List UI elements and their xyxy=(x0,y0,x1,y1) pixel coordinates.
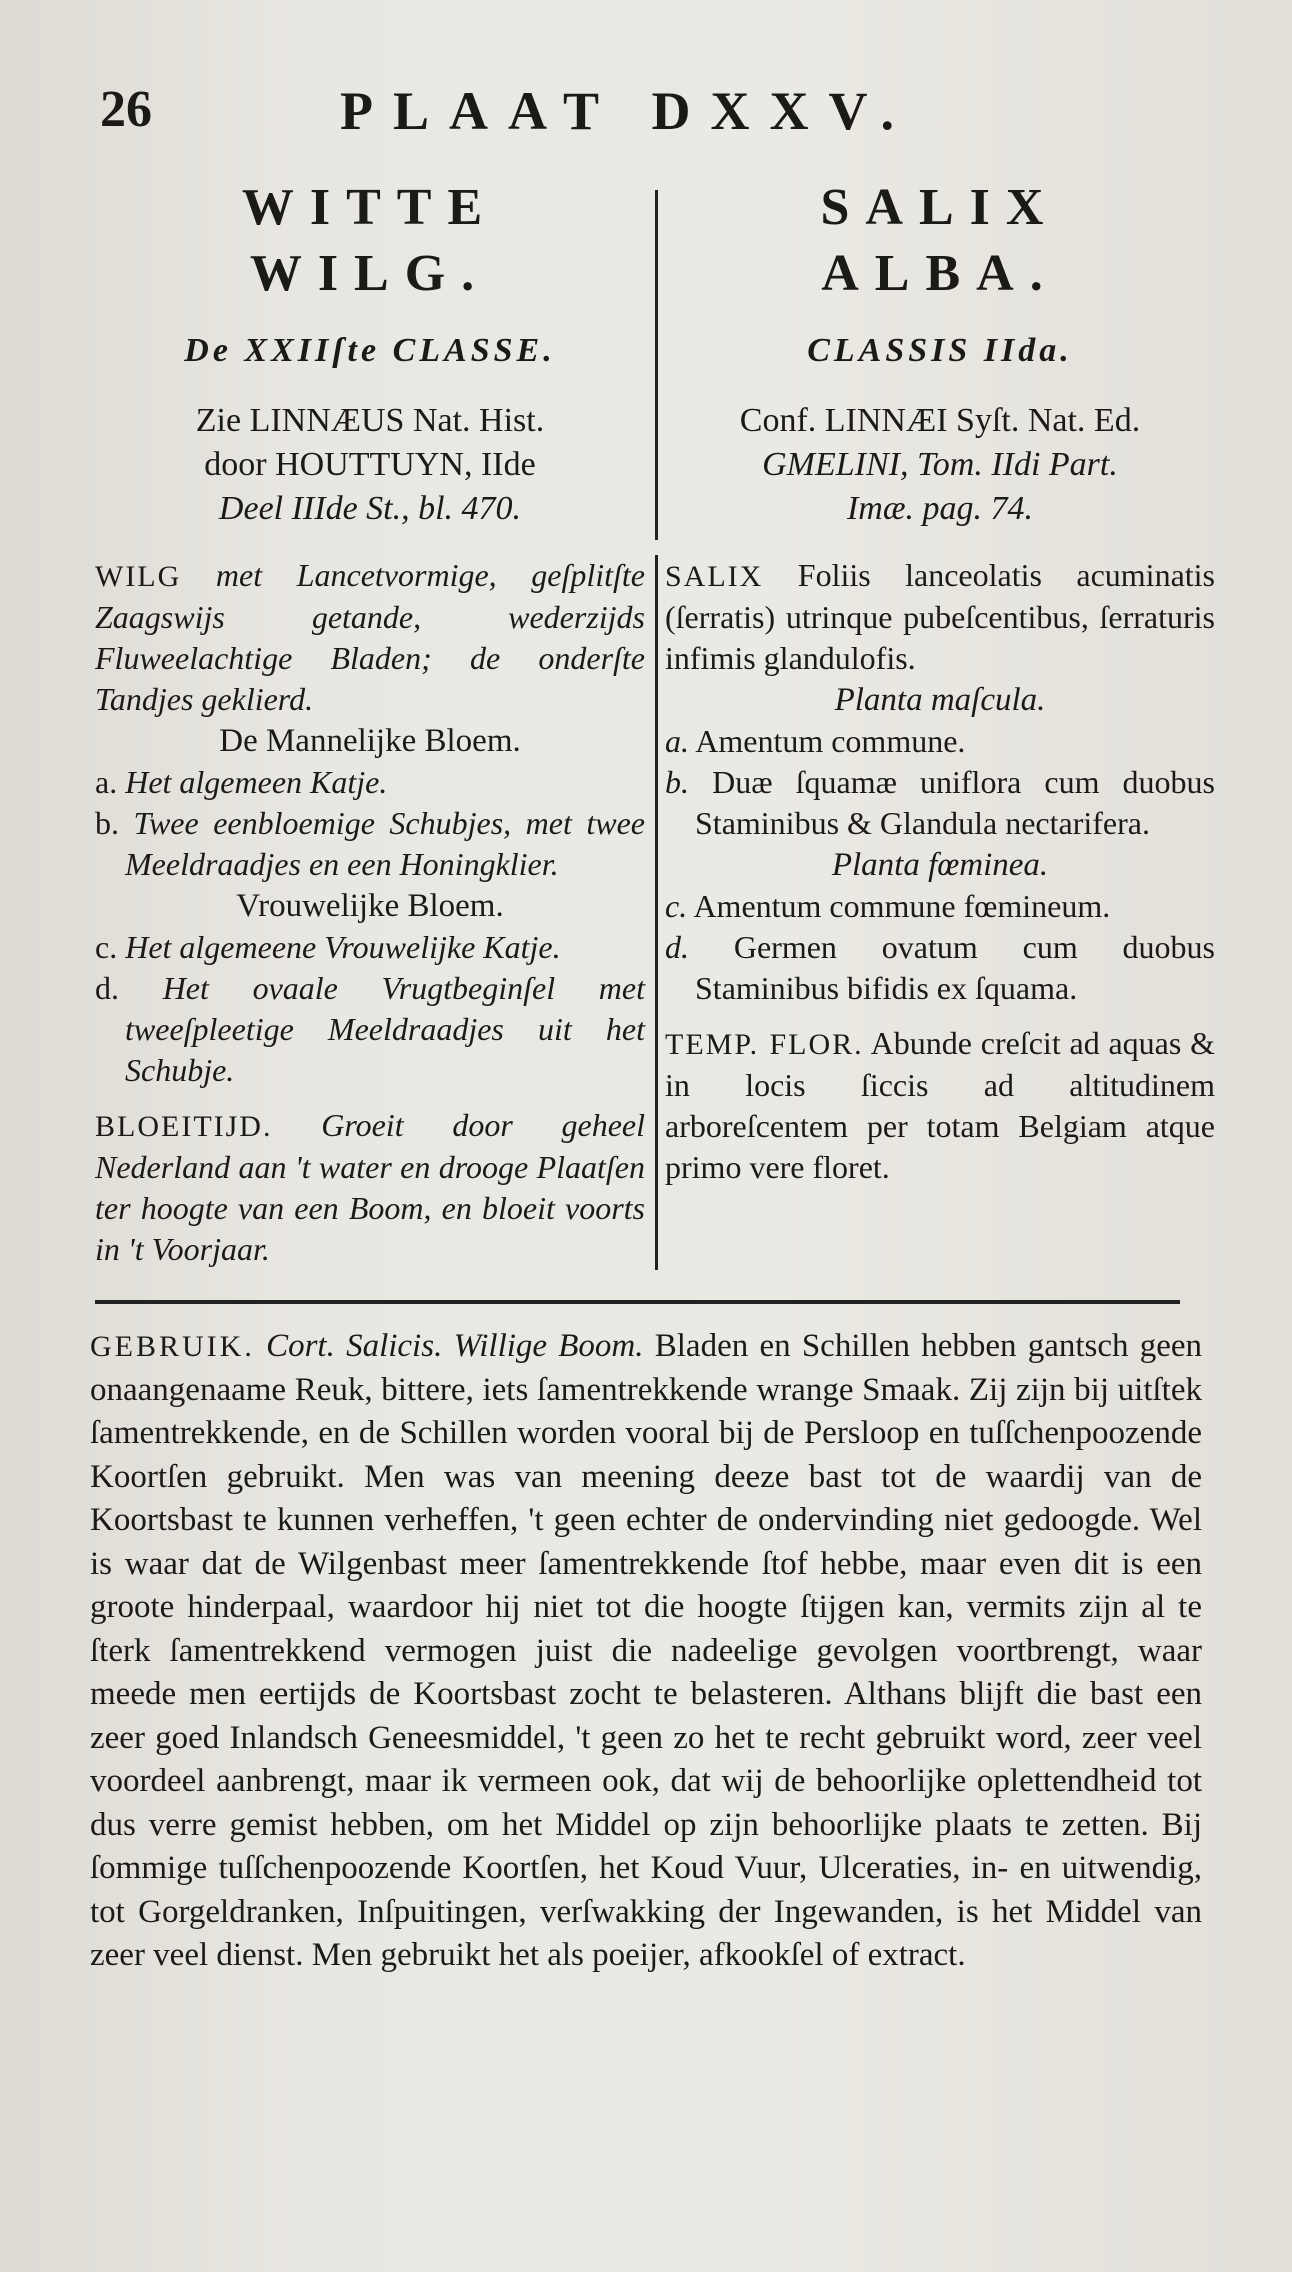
dutch-class-label: De XXIIſte CLASSE. xyxy=(184,332,556,369)
dutch-male-heading: De Mannelijke Bloem. xyxy=(219,723,521,759)
left-column xyxy=(95,175,645,531)
latin-bloom-text: Abunde creſcit ad aquas & in locis ſiccis ad altitudinem arboreſcentem per totam Belgiam atque primo vere floret. xyxy=(665,1025,1215,1185)
item-letter: b. xyxy=(95,805,119,841)
dutch-male-item-a xyxy=(95,762,645,803)
item-text: Amentum commune. xyxy=(695,723,966,759)
item-letter: d. xyxy=(95,970,119,1006)
left-column-body xyxy=(95,555,645,1270)
item-letter: a. xyxy=(95,764,118,800)
usage-drug-name: Cort. Salicis. xyxy=(266,1328,443,1364)
dutch-name-line1: WITTE xyxy=(241,179,499,236)
item-letter: c. xyxy=(665,888,688,924)
latin-ref-line2: GMELINI, Tom. IIdi Part. xyxy=(762,446,1118,483)
running-header xyxy=(100,80,980,150)
usage-paragraph xyxy=(90,1325,1202,1978)
usage-lead: GEBRUIK. xyxy=(90,1330,255,1363)
usage-text: Bladen en Schillen hebben gantsch geen onaangenaame Reuk, bittere, iets ſamentrekkende wrange Smaak. Zij zijn bij uitſtek ſamentrekkende, en de Schillen worden vooral bij de Persloop en tuſſchenpoozende Koortſen gebruikt. Men was van meening deeze bast tot de waardij van de Koortsbast te kunnen verheffen, 't geen echter de ondervinding niet gedoogde. Wel is waar dat de Wilgenbast meer ſamentrekkende ſtof hebbe, maar even dit is een groote hinderpaal, waardoor hij niet tot die hoogte ſtijgen kan, vermits zijn al te ſterk ſamentrekkend vermogen juist die nadeelige gevolgen voortbrengt, waar meede men eertijds de Koortsbast zocht te belasteren. Althans blijft die bast een zeer goed Inlandsch Geneesmiddel, 't geen zo het te recht gebruikt word, zeer veel voordeel aanbrengt, maar ik vermeen ook, dat wij de behoorlijke oplettendheid tot dus verre gemist hebben, om het Middel op zijn behoorlijke plaats te zetten. Bij ſommige tuſſchenpoozende Koortſen, het Koud Vuur, Ulceraties, in- en uitwendig, tot Gorgeldranken, Inſpuitingen, verſwakking der Ingewanden, is het Middel van zeer veel dienst. Men gebruikt het als poeijer, afkookſel of extract. xyxy=(90,1328,1203,1973)
latin-male-item-b xyxy=(665,762,1215,844)
latin-description-lead: SALIX xyxy=(665,560,764,593)
column-divider-bottom xyxy=(655,555,658,1270)
latin-ref-line1: Conf. LINNÆI Syſt. Nat. Ed. xyxy=(739,402,1141,439)
page-number: 26 xyxy=(100,81,152,138)
dutch-female-item-d xyxy=(95,968,645,1091)
dutch-bloom-lead: BLOEITIJD. xyxy=(95,1110,273,1143)
latin-female-heading: Planta fœminea. xyxy=(831,847,1049,883)
column-divider-top xyxy=(655,190,658,540)
dutch-name-line2: WILG. xyxy=(249,245,491,302)
latin-description-text: Foliis lanceolatis acuminatis (ſerratis) utrinque pubeſcentibus, ſerraturis infimis glandulofis. xyxy=(665,557,1216,676)
dutch-bloom-time xyxy=(95,1105,645,1270)
dutch-ref-line1: Zie LINNÆUS Nat. Hist. xyxy=(195,402,545,439)
latin-female-item-c xyxy=(665,886,1215,927)
dutch-description xyxy=(95,555,645,720)
item-text: Twee eenbloemige Schubjes, met twee Meeldraadjes en een Honingklier. xyxy=(125,805,646,882)
latin-description xyxy=(665,555,1215,679)
dutch-female-item-c xyxy=(95,927,645,968)
item-text: Amentum commune fœmineum. xyxy=(693,888,1111,924)
usage-tree-name: Willige Boom. xyxy=(453,1328,644,1364)
dutch-male-item-b xyxy=(95,803,645,885)
latin-female-item-d xyxy=(665,927,1215,1009)
latin-male-heading: Planta maſcula. xyxy=(834,682,1046,718)
dutch-ref-line3: Deel IIIde St., bl. 470. xyxy=(218,490,522,527)
dutch-description-text: met Lancetvormige, geſplitſte Zaagswijs getande, wederzijds Fluweelachtige Bladen; de onderſte Tandjes geklierd. xyxy=(95,557,646,717)
right-column-body xyxy=(665,555,1215,1188)
latin-name-line1: SALIX xyxy=(820,179,1060,236)
dutch-female-heading: Vrouwelijke Bloem. xyxy=(236,888,504,924)
dutch-ref-line2: door HOUTTUYN, IIde xyxy=(204,446,536,483)
latin-name-line2: ALBA. xyxy=(821,245,1059,302)
item-letter: a. xyxy=(665,723,689,759)
plate-title: PLAAT DXXV. xyxy=(340,81,915,141)
latin-class-label: CLASSIS IIda. xyxy=(807,332,1073,369)
item-text: Duæ ſquamæ uniflora cum duobus Staminibus & Glandula nectarifera. xyxy=(695,764,1216,841)
item-letter: c. xyxy=(95,929,118,965)
section-divider xyxy=(95,1300,1180,1304)
item-letter: d. xyxy=(665,929,689,965)
latin-bloom-lead: TEMP. FLOR. xyxy=(665,1028,864,1061)
item-letter: b. xyxy=(665,764,689,800)
dutch-bloom-text: Groeit door geheel Nederland aan 't water en drooge Plaatſen ter hoogte van een Boom, en bloeit voorts in 't Voorjaar. xyxy=(95,1107,645,1267)
item-text: Het ovaale Vrugtbeginſel met tweeſpleetige Meeldraadjes uit het Schubje. xyxy=(125,970,646,1088)
latin-male-item-a xyxy=(665,721,1215,762)
latin-bloom-time xyxy=(665,1023,1215,1188)
latin-ref-line3: Imæ. pag. 74. xyxy=(846,490,1034,527)
dutch-description-lead: WILG xyxy=(95,560,182,593)
right-column xyxy=(665,175,1215,531)
item-text: Het algemeen Katje. xyxy=(125,764,388,800)
item-text: Germen ovatum cum duobus Staminibus bifidis ex ſquama. xyxy=(695,929,1216,1006)
item-text: Het algemeene Vrouwelijke Katje. xyxy=(125,929,561,965)
